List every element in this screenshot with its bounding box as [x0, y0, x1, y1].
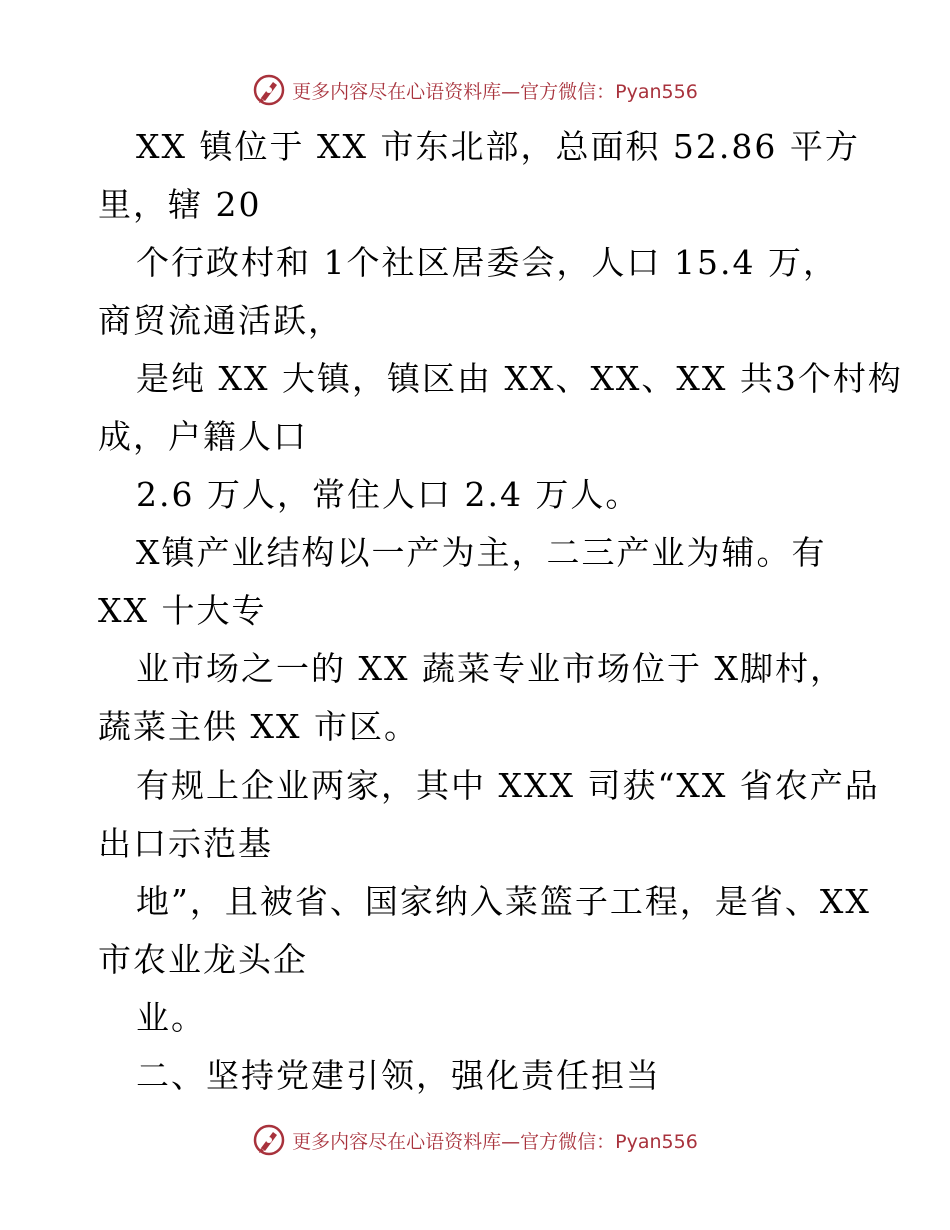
paragraph-line: 出口示范基	[98, 824, 273, 863]
paragraph-line: 里，辖 20	[98, 185, 262, 224]
paragraph-line: 2.6 万人，常住人口 2.4 万人。	[136, 475, 641, 514]
paragraph-line: XX 镇位于 XX 市东北部，总面积 52.86 平方	[136, 127, 860, 166]
paragraph-line: 有规上企业两家，其中 XXX 司获“XX 省农产品	[136, 766, 880, 805]
paragraph-line: 个行政村和 1个社区居委会，人口 15.4 万，	[136, 243, 838, 282]
paragraph-line: 蔬菜主供 XX 市区。	[98, 707, 419, 746]
footer-watermark-banner	[0, 1120, 950, 1160]
paragraph-line: X镇产业结构以一产为主，二三产业为辅。有	[136, 533, 827, 572]
section-heading: 二、坚持党建引领，强化责任担当	[136, 1056, 661, 1095]
paragraph-line: 地”，且被省、国家纳入菜篮子工程，是省、XX	[136, 882, 871, 921]
paragraph-line: 商贸流通活跃，	[98, 301, 343, 340]
paragraph-line: XX 十大专	[98, 591, 267, 630]
paragraph-line: 成，户籍人口	[98, 417, 308, 456]
pen-logo-icon	[252, 1123, 286, 1157]
paragraph-line: 市农业龙头企	[98, 940, 308, 979]
paragraph-line: 业。	[136, 998, 206, 1037]
paragraph-line: 是纯 XX 大镇，镇区由 XX、XX、XX 共3个村构	[136, 359, 903, 398]
header-watermark-text: 更多内容尽在心语资料库—官方微信：Pyan556	[292, 80, 698, 103]
footer-watermark-text: 更多内容尽在心语资料库—官方微信：Pyan556	[292, 1130, 698, 1153]
paragraph-line: 业市场之一的 XX 蔬菜专业市场位于 X脚村，	[136, 649, 845, 688]
